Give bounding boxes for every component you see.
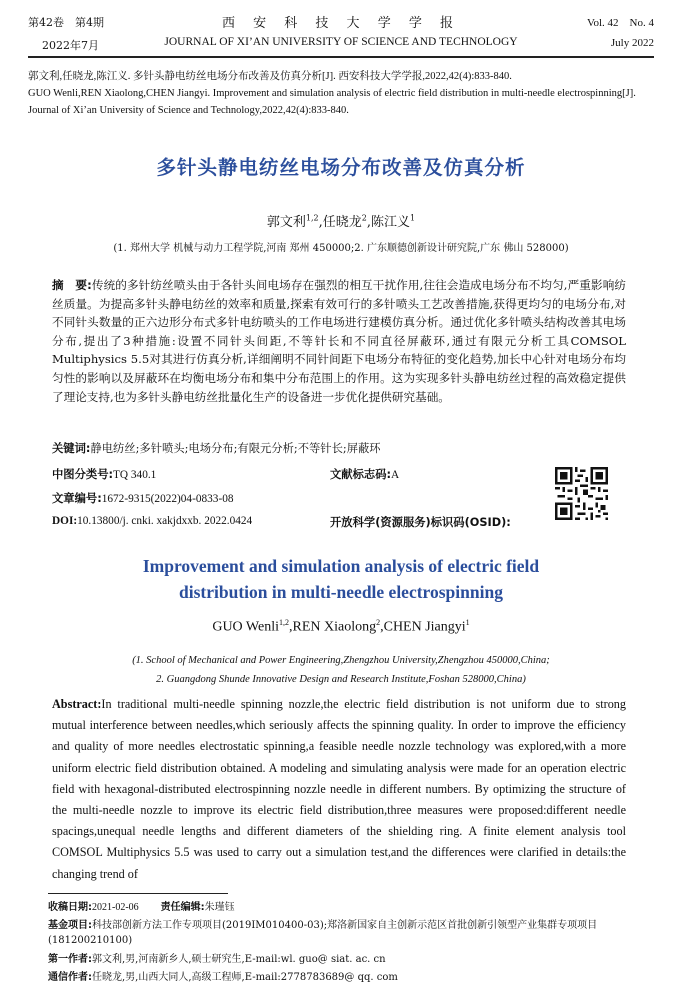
keywords-label: 关键词: <box>52 442 91 455</box>
title-en <box>0 553 682 605</box>
corresponding-text: 任晓龙,男,山西大同人,高级工程师,E-mail:2778783689@ qq. com <box>92 972 398 983</box>
author-en: REN Xiaolong <box>292 619 377 635</box>
title-en-line: distribution in multi-needle electrospinning <box>179 582 503 602</box>
fund-label: 基金项目: <box>48 920 92 931</box>
article-no-value: 1672-9315(2022)04-0833-08 <box>101 493 234 505</box>
author-affil-sup: 1 <box>410 213 416 223</box>
footnote-corresponding-author <box>48 970 626 985</box>
header-rule <box>28 56 654 58</box>
first-author-text: 郭文利,男,河南新乡人,硕士研究生,E-mail:wl. guo@ siat. ac. cn <box>92 954 386 965</box>
clc-label: 中图分类号: <box>52 468 114 481</box>
author-affil-sup: 1,2 <box>305 213 319 223</box>
footnote-first-author <box>48 952 626 967</box>
doi-value[interactable]: 10.13800/j. cnki. xakjdxxb. 2022.0424 <box>77 515 253 527</box>
citation-block <box>28 68 654 119</box>
article-number <box>52 490 234 506</box>
footnote-rule <box>48 893 228 894</box>
author-sep: , <box>366 215 372 230</box>
abstract-cn <box>52 276 626 406</box>
date-en: July 2022 <box>610 37 654 49</box>
volume-issue-cn: 第42卷 第4期 <box>28 16 104 29</box>
affiliation-en-line: (1. School of Mechanical and Power Engineering,Zhengzhou University,Zhengzhou 450000,China; <box>132 655 550 666</box>
volume-issue-en: Vol. 42 No. 4 <box>586 17 654 29</box>
abstract-en <box>52 694 626 885</box>
author-en: CHEN Jiangyi <box>383 619 466 635</box>
doc-code-label: 文献标志码: <box>330 468 392 481</box>
corresponding-label: 通信作者: <box>48 972 92 983</box>
author-cn: 任晓龙 <box>322 215 362 230</box>
author-sep: , <box>380 619 384 635</box>
footnote-fund <box>48 918 626 948</box>
affiliation-en-line: 2. Guangdong Shunde Innovative Design and Research Institute,Foshan 528000,China) <box>156 674 526 685</box>
article-no-label: 文章编号: <box>52 492 102 505</box>
document-code <box>330 466 399 482</box>
abstract-en-label: Abstract: <box>52 697 102 711</box>
doi <box>52 514 252 527</box>
author-sep: , <box>289 619 293 635</box>
author-affil-sup: 1,2 <box>279 618 289 627</box>
author-cn: 郭文利 <box>266 215 306 230</box>
title-cn: 多针头静电纺丝电场分布改善及仿真分析 <box>156 156 526 179</box>
date-cn: 2022年7月 <box>42 39 99 52</box>
journal-name-cn: 西 安 科 技 大 学 学 报 <box>222 16 460 31</box>
keywords-cn <box>52 440 381 456</box>
title-en-line: Improvement and simulation analysis of electric field <box>142 556 540 576</box>
osid-label: 开放科学(资源服务)标识码(OSID): <box>330 516 511 529</box>
affiliation-cn: (1. 郑州大学 机械与动力工程学院,河南 郑州 450000;2. 广东顺德创新设计研究院,广东 佛山 528000) <box>113 243 569 254</box>
doc-code-value: A <box>391 469 400 481</box>
received-date: 2021-02-06 <box>92 902 139 913</box>
doi-label: DOI: <box>52 515 78 527</box>
citation-en: GUO Wenli,REN Xiaolong,CHEN Jiangyi. Improvement and simulation analysis of electric field distribution in multi-needle electrospinning[J]. Journal of Xi’an University of Science and Technology,2022,42(4):833-840. <box>28 88 636 116</box>
journal-name-en: JOURNAL OF XI’AN UNIVERSITY OF SCIENCE AND TECHNOLOGY <box>164 36 518 48</box>
author-affil-sup: 2 <box>361 213 367 223</box>
authors-en <box>0 618 682 636</box>
received-label: 收稿日期: <box>48 902 92 913</box>
author-affil-sup: 1 <box>465 618 470 627</box>
qr-code-icon[interactable] <box>555 467 608 520</box>
journal-header <box>28 12 654 58</box>
fund-text: 科技部创新方法工作专项项目(2019IM010400-03);郑洛新国家自主创新示范区首批创新引领型产业集群专项项目(181200210100) <box>48 920 598 946</box>
author-affil-sup: 2 <box>376 618 381 627</box>
footnote-received <box>48 900 626 915</box>
osid <box>330 514 511 530</box>
editor-label: 责任编辑: <box>160 902 205 913</box>
abstract-cn-text: 传统的多针纺丝喷头由于各针头间电场存在强烈的相互干扰作用,往往会造成电场分布不均匀,严重影响纺丝质量。为提高多针头静电纺丝的效率和质量,探索有效可行的多针喷头工艺改善措施,获得更均匀的电场分布,对不同针头数量的正六边形分布式多针电纺喷头的工作电场进行建模仿真分析。通过优化多针喷头结构改善其电场分布,提出了3种措施:设置不同针头间距,不等针长和不同直径屏蔽环,通过有限元分析工具COMSOL Multiphysics 5.5对其进行仿真分析,详细阐明不同针间距下电场分布特征的变化趋势,加长中心针对电场分布均匀性的影响以及屏蔽环在均衡电场分布和集中分布范围上的作用。这为实现多针头静电纺丝过程的高效稳定提供了理论支持,也为多针头静电纺丝批量化生产的设备进一步优化提供研究基础。 <box>52 278 626 404</box>
author-sep: , <box>318 215 323 230</box>
first-author-label: 第一作者: <box>48 954 92 965</box>
affiliation-en <box>0 651 682 689</box>
editor-name: 朱瑾钰 <box>204 902 235 913</box>
abstract-en-text: In traditional multi-needle spinning nozzle,the electric field distribution is not uniform due to strong mutual interference between needles,which seriously affects the spinning quality. In order to improve the efficiency and quality of more needles electrostatic spinning,a feasible needle nozzle technology was explored,with a more uniform electric field distribution obtained. A modeling and simulating analysis were made for an operation electric field with hexagonal-distributed electrospinning nozzle needle in different numbers. By optimizing the structure of the multi-needle nozzle to improve its electric field distribution,three measures were proposed:different needle spacings,unequal needle lengths and different diameters of the shielding ring. A finite element analysis tool COMSOL Multiphysics 5.5 was used to carry out a simulation test,and the differences were clarified in details:the changing trend of <box>52 697 626 881</box>
author-en: GUO Wenli <box>212 619 279 635</box>
citation-cn: 郭文利,任晓龙,陈江义. 多针头静电纺丝电场分布改善及仿真分析[J]. 西安科技大学学报,2022,42(4):833-840. <box>28 71 512 82</box>
clc-value: TQ 340.1 <box>113 469 157 481</box>
clc-number <box>52 466 156 482</box>
authors-cn <box>0 211 682 230</box>
abstract-cn-label: 摘 要: <box>52 278 92 292</box>
author-cn: 陈江义 <box>371 215 411 230</box>
keywords-text: 静电纺丝;多针喷头;电场分布;有限元分析;不等针长;屏蔽环 <box>90 442 381 455</box>
